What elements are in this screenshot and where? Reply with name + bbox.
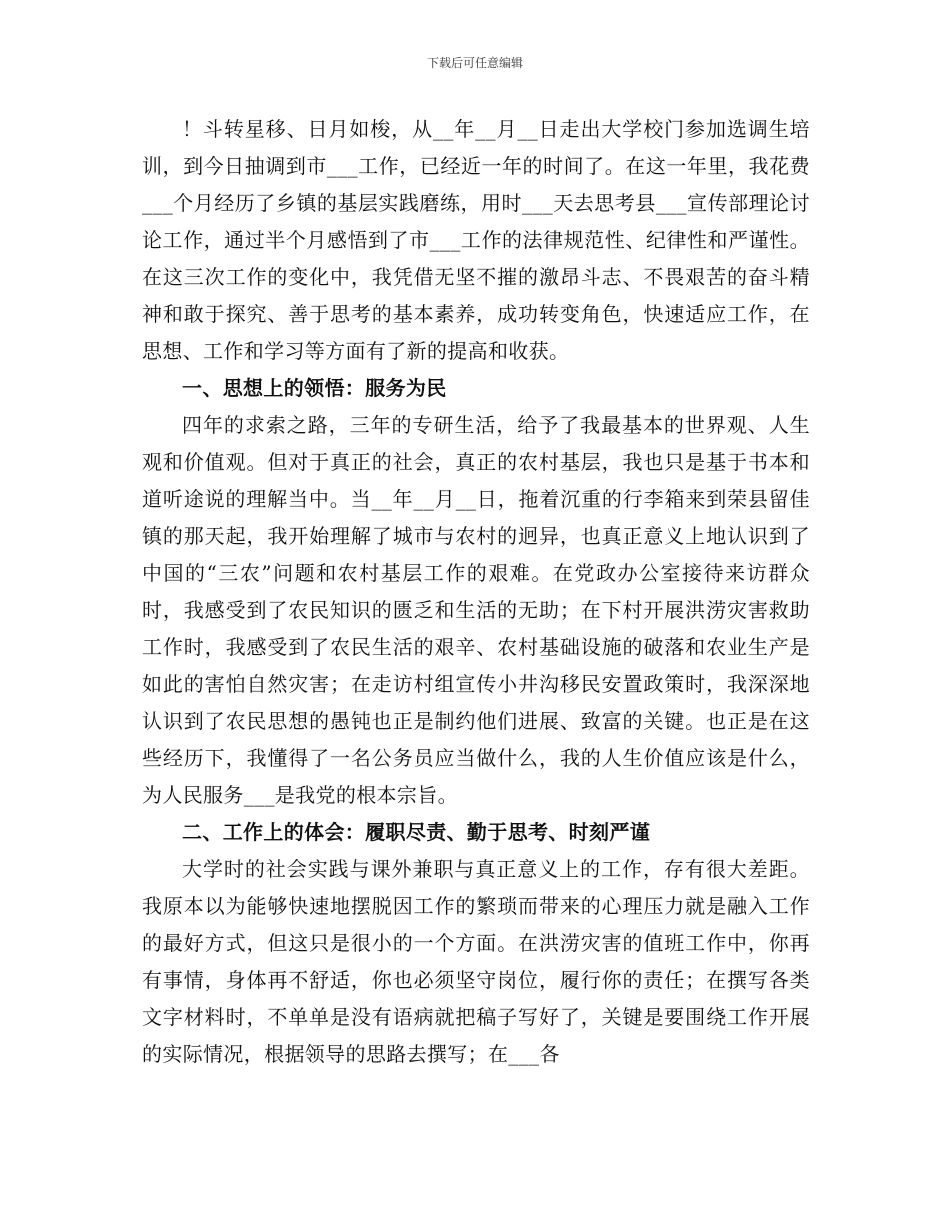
section-1-paragraph: 四年的求索之路，三年的专研生活，给予了我最基本的世界观、人生观和价值观。但对于真正的社会，真正的农村基层，我也只是基于书本和道听途说的理解当中。当__年__月__日，拖着沉重的行李箱来到荣县留佳镇的那天起，我开始理解了城市与农村的迥异，也真正意义上地认识到了中国的“三农”问题和农村基层工作的艰难。在党政办公室接待来访群众时，我感受到了农民知识的匮乏和生活的无助；在下村开展洪涝灾害救助工作时，我感受到了农民生活的艰辛、农村基础设施的破落和农业生产是如此的害怕自然灾害；在走访村组宣传小井沟移民安置政策时，我深深地认识到了农民思想的愚钝也正是制约他们进展、致富的关键。也正是在这些经历下，我懂得了一名公务员应当做什么，我的人生价值应该是什么，为人民服务___是我党的根本宗旨。 bbox=[142, 413, 810, 807]
document-body bbox=[142, 111, 810, 1073]
section-heading-1: 一、思想上的领悟：服务为民 bbox=[182, 376, 447, 400]
section-heading-2: 二、工作上的体会：履职尽责、勤于思考、时刻严谨 bbox=[182, 820, 651, 844]
intro-paragraph: ！斗转星移、日月如梭，从__年__月__日走出大学校门参加选调生培训，到今日抽调到市___工作，已经近一年的时间了。在这一年里，我花费___个月经历了乡镇的基层实践磨练，用时___天去思考县___宣传部理论讨论工作，通过半个月感悟到了市___工作的法律规范性、纪律性和严谨性。在这三次工作的变化中，我凭借无坚不摧的激昂斗志、不畏艰苦的奋斗精神和敢于探究、善于思考的基本素养，成功转变角色，快速适应工作，在思想、工作和学习等方面有了新的提高和收获。 bbox=[142, 117, 810, 363]
page-header: 下载后可任意编辑 bbox=[426, 56, 523, 70]
section-2-paragraph: 大学时的社会实践与课外兼职与真正意义上的工作，存有很大差距。我原本以为能够快速地摆脱因工作的繁琐而带来的心理压力就是融入工作的最好方式，但这只是很小的一个方面。在洪涝灾害的值班工作中，你再有事情，身体再不舒适，你也必须坚守岗位，履行你的责任；在撰写各类文字材料时，不单单是没有语病就把稿子写好了，关键是要围绕工作开展的实际情况，根据领导的思路去撰写；在___各 bbox=[142, 857, 810, 1066]
